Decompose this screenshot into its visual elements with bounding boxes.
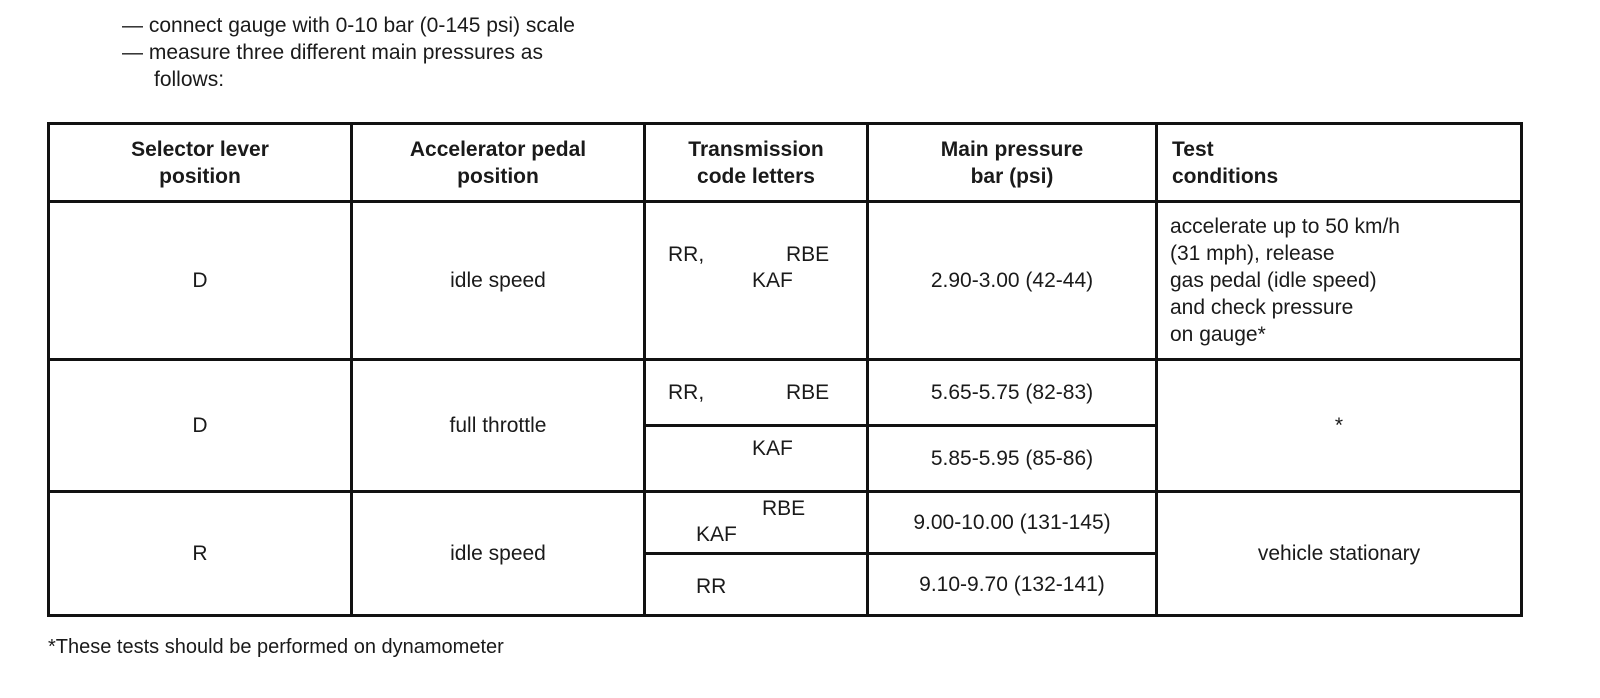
- selector-position: R: [49, 492, 352, 616]
- header-accelerator-pedal: Accelerator pedal position: [352, 124, 645, 202]
- test-conditions: accelerate up to 50 km/h (31 mph), release gas pedal (idle speed) and check pressure on gauge*: [1157, 202, 1522, 360]
- code-letter: RBE: [786, 381, 830, 404]
- transmission-codes: [645, 202, 868, 360]
- main-pressure-value: 5.65-5.75 (82-83): [868, 360, 1157, 426]
- table-row: [49, 202, 1522, 360]
- code-letter: RR,: [668, 381, 705, 404]
- code-letter: RBE: [762, 497, 806, 520]
- code-letter: KAF: [752, 269, 793, 292]
- test-conditions: *: [1157, 360, 1522, 492]
- header-test-conditions: Test conditions: [1157, 124, 1522, 202]
- pedal-position: idle speed: [352, 492, 645, 616]
- code-letter: RR: [696, 575, 727, 598]
- main-pressure-table: [47, 122, 1523, 617]
- code-letter: KAF: [752, 437, 793, 460]
- main-pressure-value: 2.90-3.00 (42-44): [868, 202, 1157, 360]
- header-transmission-code: Transmission code letters: [645, 124, 868, 202]
- transmission-codes: [645, 360, 868, 426]
- main-pressure-value: 5.85-5.95 (85-86): [868, 426, 1157, 492]
- test-conditions: vehicle stationary: [1157, 492, 1522, 616]
- instruction-line: — measure three different main pressures as: [122, 41, 543, 64]
- table-row: [49, 360, 1522, 426]
- transmission-codes: [645, 554, 868, 616]
- transmission-codes: [645, 492, 868, 554]
- selector-position: D: [49, 202, 352, 360]
- pedal-position: full throttle: [352, 360, 645, 492]
- header-main-pressure: Main pressure bar (psi): [868, 124, 1157, 202]
- main-pressure-value: 9.00-10.00 (131-145): [868, 492, 1157, 554]
- code-letter: RBE: [786, 243, 830, 266]
- selector-position: D: [49, 360, 352, 492]
- instruction-line: — connect gauge with 0-10 bar (0-145 psi) scale: [122, 14, 575, 37]
- table-row: [49, 492, 1522, 554]
- table-header-row: [49, 124, 1522, 202]
- instructions: [122, 12, 575, 93]
- footnote: *These tests should be performed on dynamometer: [48, 636, 504, 658]
- instruction-line: follows:: [154, 68, 225, 91]
- code-letter: KAF: [696, 523, 737, 546]
- transmission-codes: [645, 426, 868, 492]
- header-selector-lever: Selector lever position: [49, 124, 352, 202]
- main-pressure-value: 9.10-9.70 (132-141): [868, 554, 1157, 616]
- code-letter: RR,: [668, 243, 705, 266]
- pedal-position: idle speed: [352, 202, 645, 360]
